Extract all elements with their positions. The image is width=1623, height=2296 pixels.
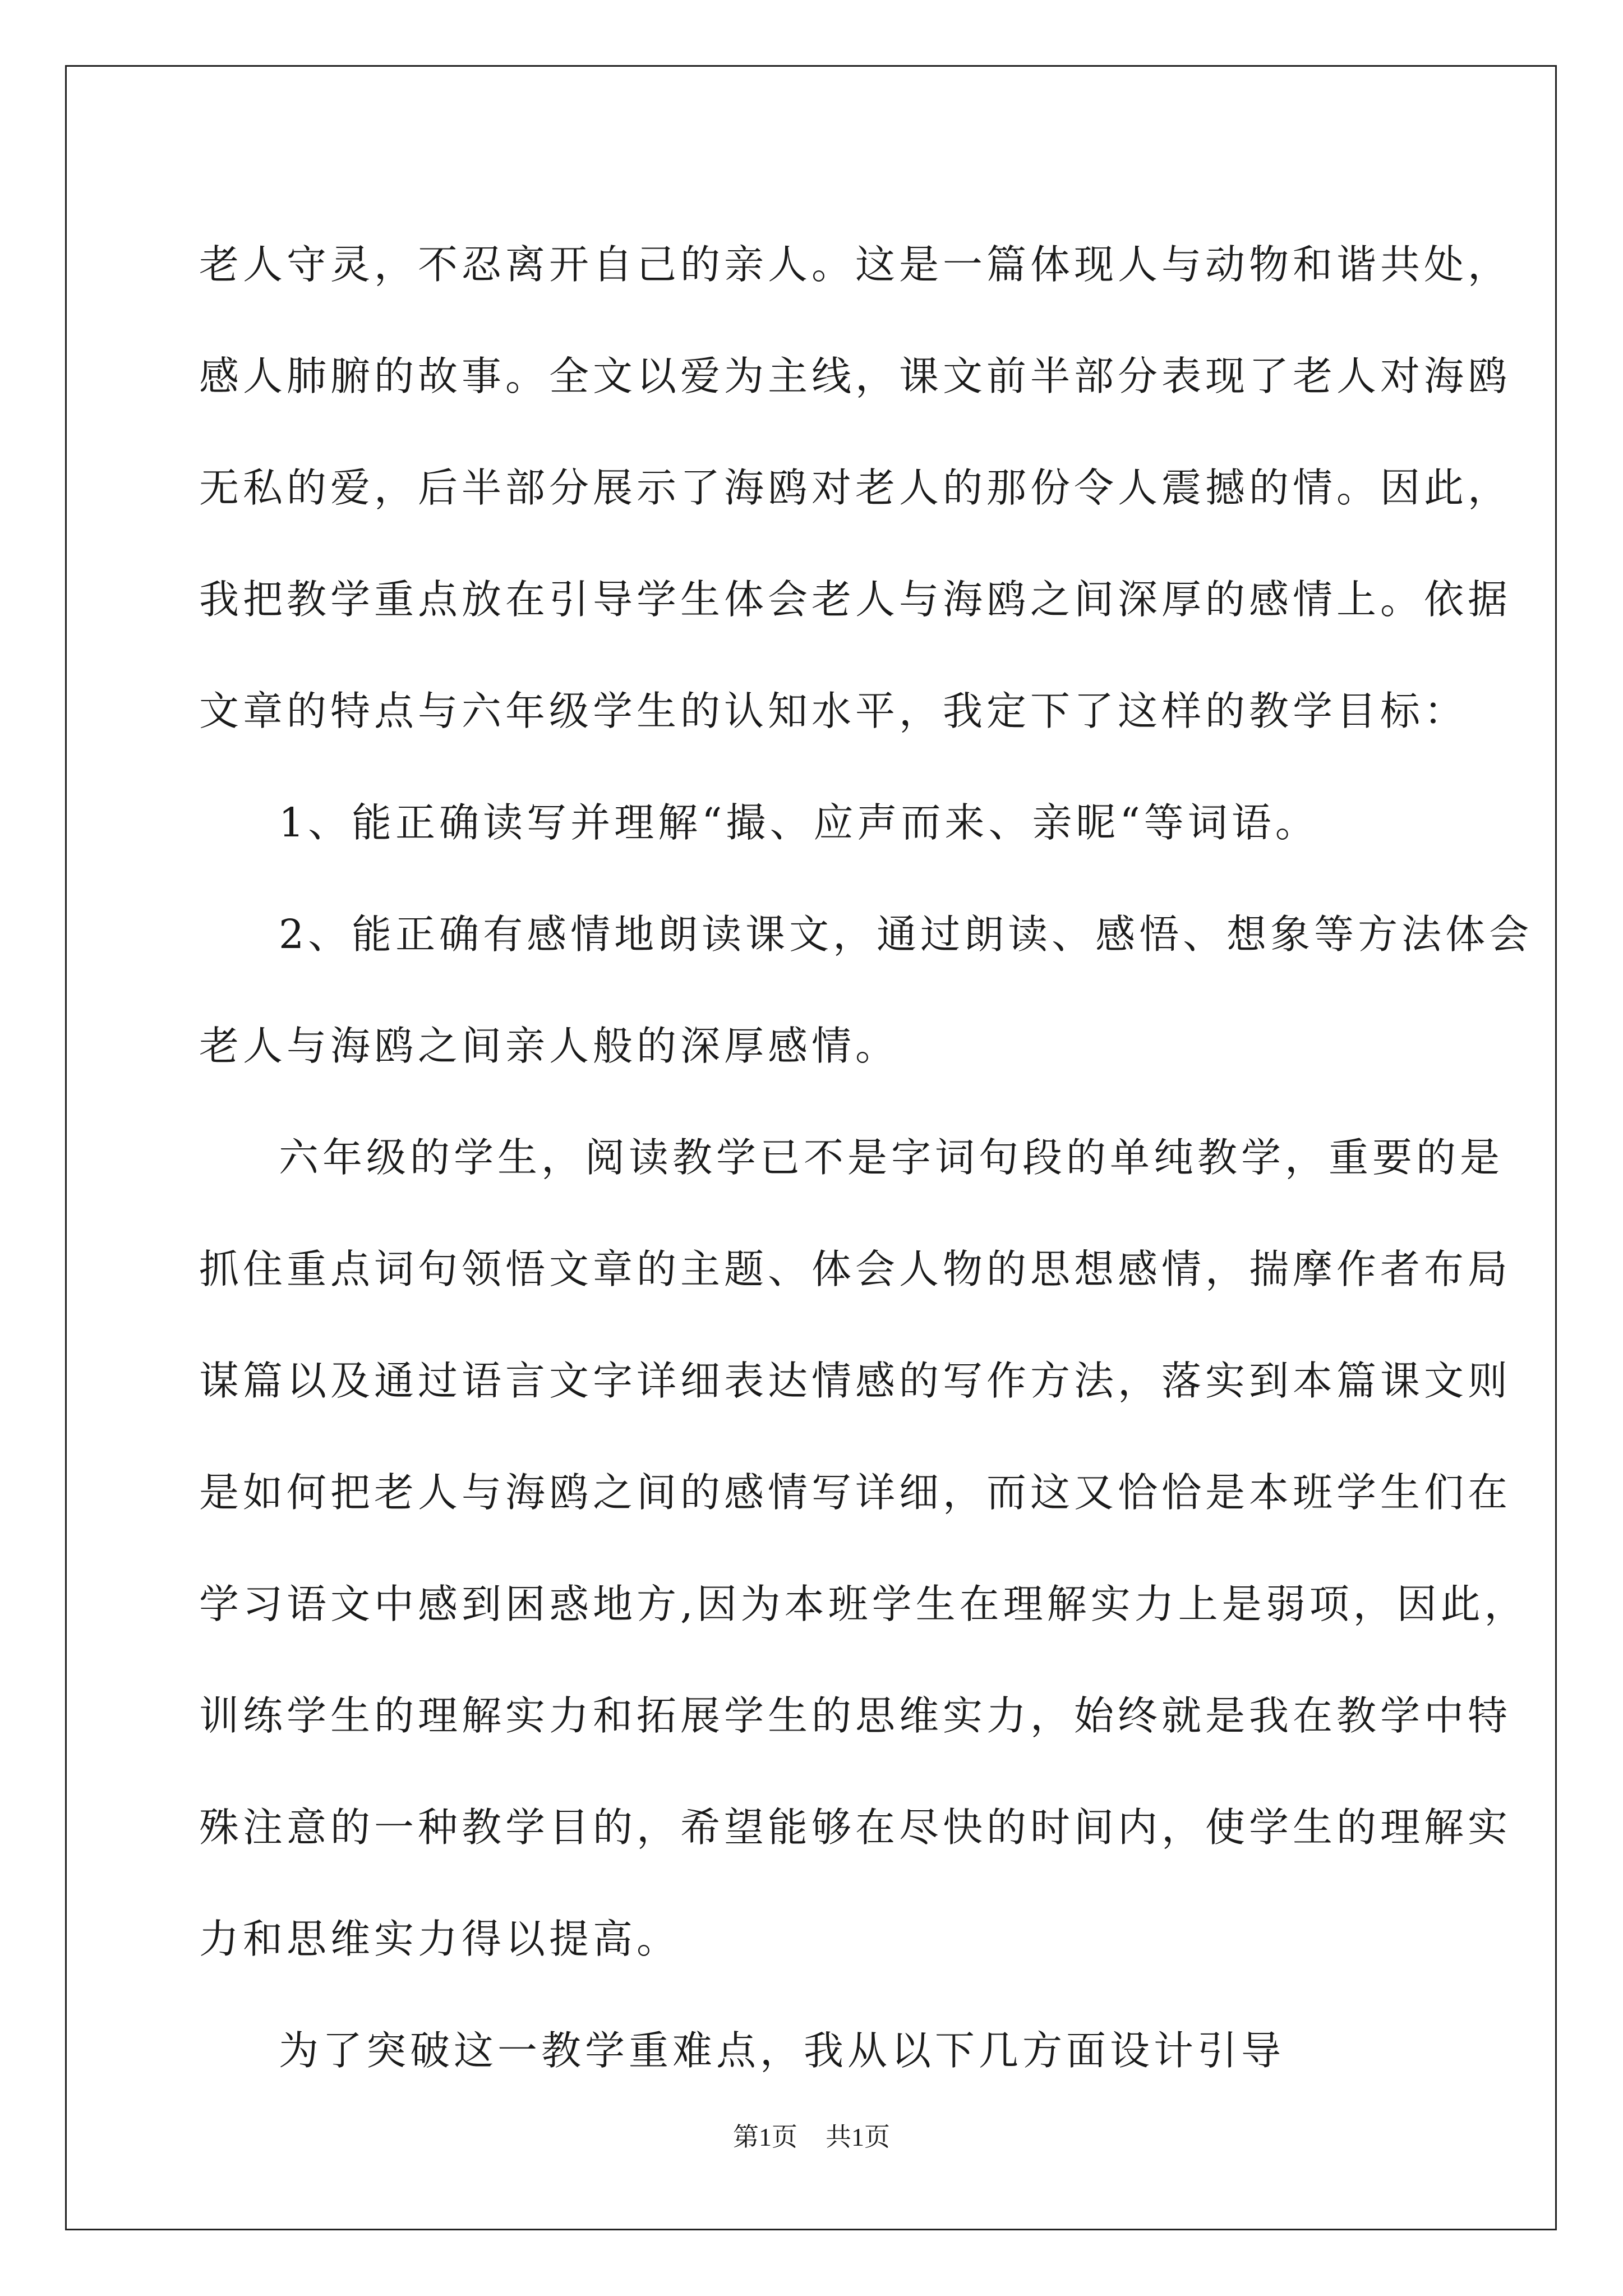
paragraph-4 — [199, 1102, 1528, 1995]
text-line: 是如何把老人与海鸥之间的感情写详细，而这又恰恰是本班学生们在 — [199, 1469, 1512, 1516]
page-number-total: 共1页 — [826, 2123, 890, 2151]
text-line: 抓住重点词句领悟文章的主题、体会人物的思想感情，揣摩作者布局 — [199, 1246, 1512, 1292]
text-line: 老人与海鸥之间亲人般的深厚感情。 — [199, 1023, 900, 1069]
text-line: 为了突破这一教学重难点，我从以下几方面设计引导 — [279, 2027, 1285, 2074]
text-line: 我把教学重点放在引导学生体会老人与海鸥之间深厚的感情上。依据 — [199, 576, 1512, 623]
document-body — [199, 209, 1533, 2106]
page-footer — [0, 2120, 1623, 2154]
text-line: 力和思维实力得以提高。 — [199, 1916, 681, 1962]
text-line: 学习语文中感到困惑地方,因为本班学生在理解实力上是弱项，因此， — [199, 1581, 1528, 1627]
text-line: 六年级的学生，阅读教学已不是字词句段的单纯教学，重要的是 — [279, 1134, 1504, 1181]
text-line: 1、能正确读写并理解“撮、应声而来、亲昵“等词语。 — [279, 799, 1319, 846]
text-line: 感人肺腑的故事。全文以爱为主线，课文前半部分表现了老人对海鸥 — [199, 353, 1512, 399]
text-line: 无私的爱，后半部分展示了海鸥对老人的那份令人震撼的情。因此， — [199, 464, 1512, 511]
text-line: 文章的特点与六年级学生的认知水平，我定下了这样的教学目标： — [199, 688, 1468, 734]
text-line: 训练学生的理解实力和拓展学生的思维实力，始终就是我在教学中特 — [199, 1692, 1512, 1739]
page-number-current: 第1页 — [733, 2123, 797, 2151]
text-line: 殊注意的一种教学目的，希望能够在尽快的时间内，使学生的理解实 — [199, 1804, 1512, 1851]
paragraph-3 — [199, 878, 1533, 1102]
paragraph-2 — [199, 767, 1467, 878]
text-line: 2、能正确有感情地朗读课文，通过朗读、感悟、想象等方法体会 — [279, 911, 1533, 958]
paragraph-1 — [199, 209, 1512, 767]
text-line: 老人守灵，不忍离开自己的亲人。这是一篇体现人与动物和谐共处， — [199, 241, 1512, 288]
paragraph-5 — [199, 1995, 1467, 2106]
text-line: 谋篇以及通过语言文字详细表达情感的写作方法，落实到本篇课文则 — [199, 1358, 1512, 1404]
